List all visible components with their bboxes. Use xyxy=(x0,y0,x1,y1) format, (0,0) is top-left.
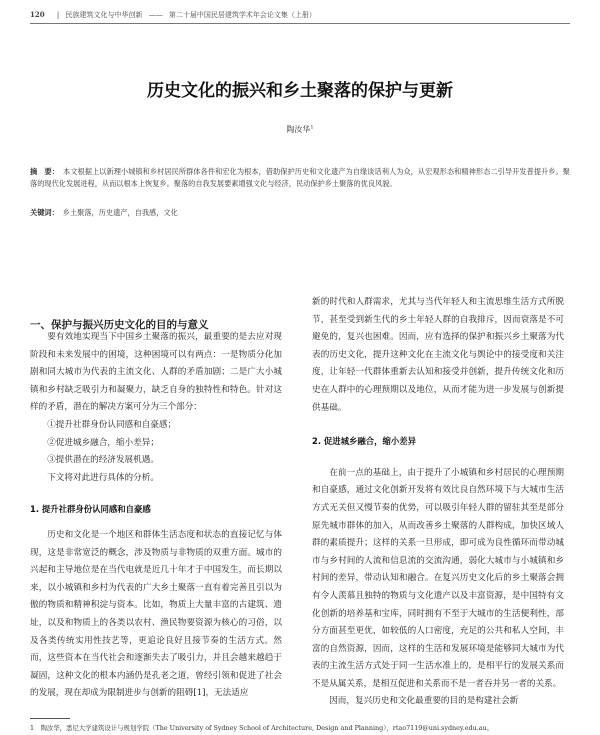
right-paragraph-1: 新的时代和人群需求，尤其与当代年轻人和主流思维生活方式所脱节，甚至受到新生代的乡土年轻人群的自我排斥，因而衰落是不可避免的，复兴也困难。因而，应有选择的保护和振兴乡土聚落为代表的历史文化，提升这种文化在主流文化与舆论中的接受度和关注度，让年轻一代群体重新去认知和接受并创新，提升传统文化和历史在人群中的心理预期以及地位，从而才能为进一步发展与创新提供基础。 xyxy=(312,297,564,413)
abstract-label: 摘 要： xyxy=(30,167,59,176)
right-paragraph-2: 在前一点的基础上，由于提升了小城镇和乡村居民的心理预期和自豪感，通过文化创新开发将有效比良自然环境下与大城市生活方式无关但又慢节奏的优势，可以吸引年轻人群的留驻其至是部分原先城市群体的加入，从而改善乡土聚落的人群构成，加快区域人群的素质提升；这样的关系一旦形成，即可成为良性循环而带动城市与乡村间的人流和信息流的交流沟通，弱化大城市与小城镇和乡村间的差异，带动认知和融合。在复兴历史文化后的乡土聚落会拥有令人羡慕且独特的物质与文化遗产以及丰富资源，是中国特有文化创新的培养基和宝库，同时拥有不至于大城市的生活便利性，部分方面甚至更优，如较低的人口密度，充足的公共和私人空间，丰富的自然资源，因而，这样的生活和发展环境是能够同大城市为代表的主流生活方式处于同一生活水准上的，是相平行的发展关系而不是从属关系，是相互促进和关系而不是一者吞并另一者的关系。 xyxy=(312,467,564,689)
goal-list-item: ③提供潜在的经济发展机遇。 xyxy=(47,455,159,466)
footnote: 1 陶汝华，悉尼大学建筑设计与规划学院（The University of Sydney School of Architecture, Design and Planning），rtao7119@uni.sydney.edu.au。 xyxy=(30,724,494,732)
keywords xyxy=(30,207,570,219)
left-paragraph-1: 要有效地实现当下中国乡土聚落的振兴，最重要的是去应对现阶段和未来发展中的困境，这种困境可以有两点：一是物质分化加剧和同大城市为代表的主流文化、人群的矛盾加剧；二是广大小城镇和乡村缺乏吸引力和凝聚力，缺乏自身的独特性和特色。针对这样的矛盾，潜在的解决方案可分为三个部分： xyxy=(30,332,282,413)
subsection-heading-1: 1. 提升社群身份认同感和自豪感 xyxy=(30,504,151,515)
goal-list xyxy=(30,417,282,470)
section-heading-1: 一、保护与振兴历史文化的目的与意义 xyxy=(30,318,209,331)
author-name: 陶汝华 xyxy=(286,125,311,134)
abstract xyxy=(30,166,570,190)
series-name: 第二十届中国民居建筑学术年会论文集（上册） xyxy=(168,11,316,19)
paper-title: 历史文化的振兴和乡土聚落的保护与更新 xyxy=(147,81,453,101)
left-paragraph-2: 下文将对此进行具体的分析。 xyxy=(47,472,159,483)
keywords-text: 乡土聚落，历史遗产，自我感，文化 xyxy=(62,208,178,217)
right-column xyxy=(312,294,564,711)
subsection-heading-2: 2. 促进城乡融合，缩小差异 xyxy=(312,436,417,447)
page-number: 120 xyxy=(30,10,45,19)
footnote-divider xyxy=(30,718,70,719)
author-footnote-mark: 1 xyxy=(310,124,314,131)
journal-name: 民族建筑文化与中华创新 xyxy=(65,11,143,19)
goal-list-item: ①提升社群身份认同感和自豪感； xyxy=(47,419,177,430)
author-line xyxy=(0,124,600,135)
running-header: 120 | 民族建筑文化与中华创新 —— 第二十届中国民居建筑学术年会论文集（上册） xyxy=(30,10,570,24)
abstract-text: 本文根据上以新理小城镇和乡村居民所群体各件和宏化为根本，借助保护历史和文化遗产为自缘谈话利人为众，从宏观形态和精神形态二引导开发普提升乡。聚落的现代化发展进程，从而以根本上恢复乡。聚落的自我发展要素增强文化与经济，民动保护乡土聚落的优良风貌。 xyxy=(30,167,570,188)
left-column xyxy=(30,299,282,703)
right-paragraph-3: 因而，复兴历史和文化最重要的目的是构建社会新 xyxy=(329,696,519,707)
keywords-label: 关键词： xyxy=(30,208,59,217)
left-paragraph-3: 历史和文化是一个地区和群体生活态度和状态的直接记忆与体现，这是非常宽泛的概念，涉及物质与非物质的双重方面。城市的兴起和主导地位是在当代电就是近几十年才于中国发生，而长期以来，以小城镇和乡村为代表的广大乡土聚落一直有着完善且引以为傲的物质和精神积淀与资本。比如，物质上大量丰富的古建筑、遗址，以及和物质上的各类以农村、渔民物要资源为核心的习俗，以及各类传统实用性技艺等，更追论良好且接节奏的生活方式。然而，这些资本在当代社会和逐渐失去了吸引力，并且会越来越趋于凝固，这种文化的根本内涵仍是孔老之道，曾经引领和促进了社会的发展，现在却成为限制进步与创新的阻碍[1]，无法适应 xyxy=(30,529,282,699)
goal-list-item: ②促进城乡融合，缩小差异； xyxy=(47,437,159,448)
